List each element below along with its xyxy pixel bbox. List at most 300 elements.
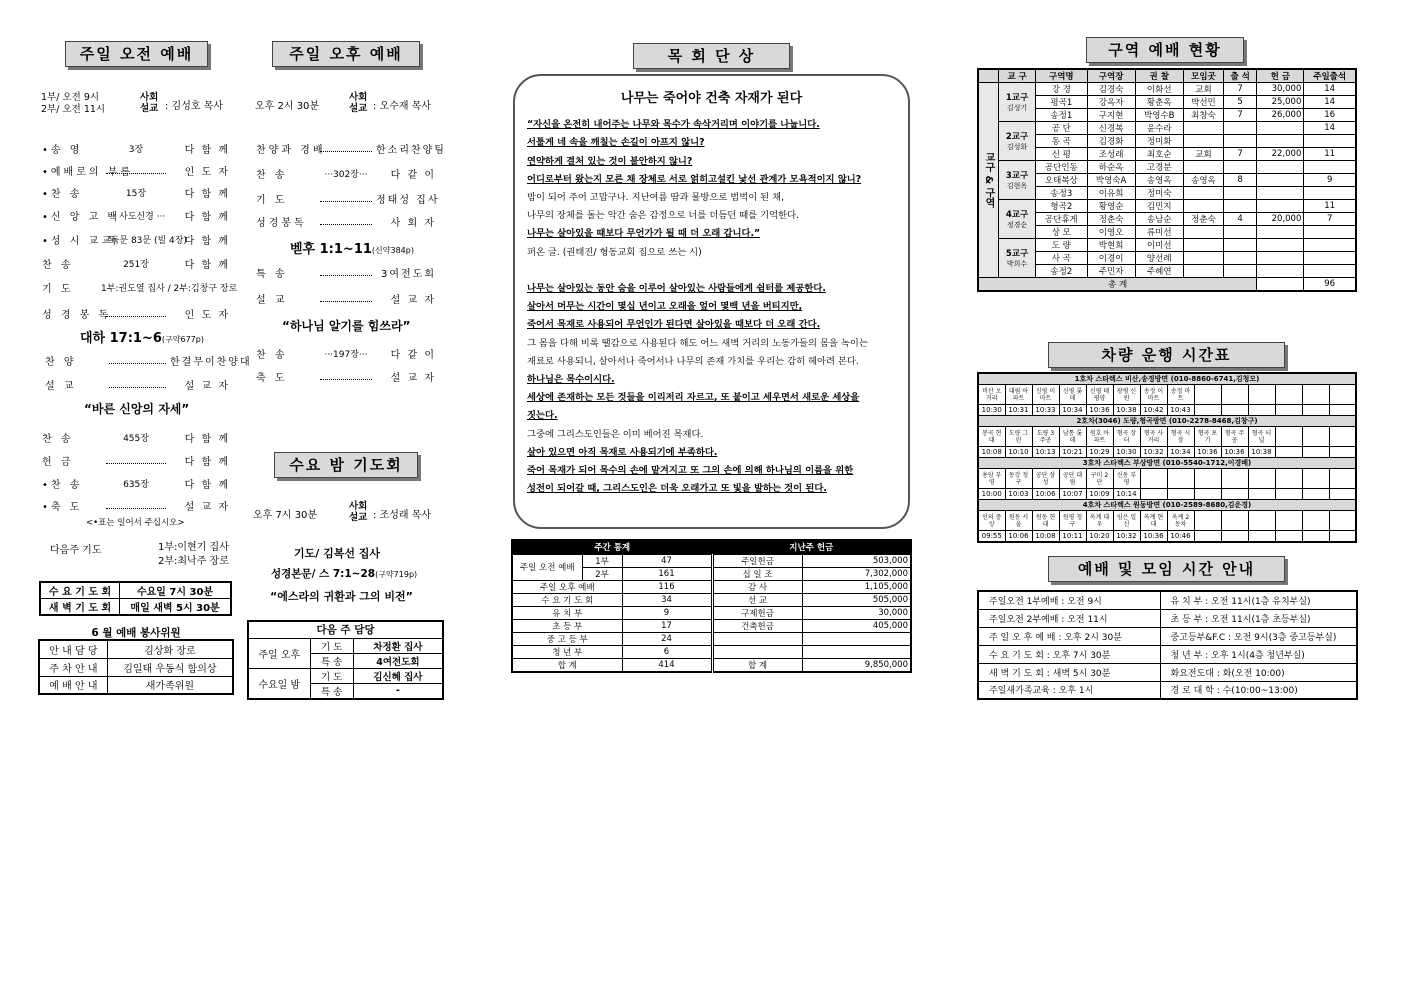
offering-label: 십 일 조 <box>712 567 802 580</box>
service-committee-table <box>38 639 234 695</box>
bus-times-row <box>978 531 1356 542</box>
essay-line: 죽어 목재가 되어 목수의 손에 맡겨지고 또 그의 손에 의해 하나님의 이름을 위한 <box>527 465 854 477</box>
essay-line: 나무는 살아있을 때보다 무언가가 될 때 더 오래 갑니다.” <box>527 228 761 240</box>
table-cell: 오태복상 <box>1036 174 1087 187</box>
table-cell: 송정3 <box>1036 187 1087 200</box>
table-cell: 상 모 <box>1036 226 1087 239</box>
table-cell <box>1304 265 1356 278</box>
table-row <box>978 226 1356 239</box>
order-label: •축 도 <box>42 502 83 513</box>
district-table <box>977 68 1357 292</box>
offering-value: 405,000 <box>802 619 911 632</box>
table-row <box>978 174 1356 187</box>
order-label: 성경봉독 <box>256 218 307 229</box>
bus-stop: 구미 2단 <box>1086 469 1113 489</box>
table-cell: 4 <box>1224 213 1257 226</box>
essay-line: 그 몸을 다해 비록 땔감으로 사용된다 해도 어느 새벽 거리의 노동가들의 몸을 녹이는 <box>527 337 868 349</box>
bus-time <box>1194 531 1221 542</box>
table-row <box>39 640 233 658</box>
table-cell: 교회 <box>1183 83 1223 96</box>
bus-time: 10:30 <box>1113 447 1140 458</box>
order-label: 헌 금 <box>42 457 74 468</box>
table-cell <box>1183 265 1223 278</box>
order-label: 축 도 <box>256 373 288 384</box>
table-cell: 특 송 <box>310 653 353 668</box>
table-cell: 사 곡 <box>1036 252 1087 265</box>
essay-line: 나무의 장체를 돌는 악간 숨은 감정으로 너를 더듬던 때를 기억한다. <box>527 210 800 222</box>
bus-stop: 신평 태평양 <box>1086 385 1113 405</box>
essay-line: 죽어서 목재로 사용되어 무언인가 된다면 살아있을 때보다 더 오래 간다. <box>527 319 821 331</box>
order-leader: 인 도 자 <box>184 167 230 178</box>
bus-stop <box>1248 511 1275 531</box>
table-cell <box>1257 161 1304 174</box>
table-header-cell: 주일출석 <box>1304 69 1356 83</box>
stat-label: 합 계 <box>512 658 622 672</box>
table-cell: 신경복 <box>1087 122 1135 135</box>
order-row <box>42 280 238 295</box>
bus-stop <box>1275 511 1302 531</box>
bus-stop <box>1221 511 1248 531</box>
bus-table <box>977 372 1357 543</box>
bus-stop: 용암 부영 <box>978 469 1005 489</box>
order-leader: 설 교 자 <box>390 295 436 306</box>
table-cell: 평곡1 <box>1036 96 1087 109</box>
table-row <box>978 96 1356 109</box>
info-right: 중고등부&F.C : 오전 9시(3층 중고등부실) <box>1160 627 1357 645</box>
afternoon-service-title: 주일 오후 예배 <box>272 41 420 67</box>
time-2: 2부/ 오전 11시 <box>41 104 106 115</box>
table-cell <box>1183 187 1223 200</box>
table-cell <box>1224 226 1257 239</box>
bus-time <box>1329 531 1356 542</box>
table-cell: 7 <box>1224 83 1257 96</box>
table-cell: 5 <box>1224 96 1257 109</box>
table-cell: 예 배 안 내 <box>39 676 107 694</box>
bus-stop: 대림 아파트 <box>1005 385 1032 405</box>
table-cell <box>1183 239 1223 252</box>
order-row <box>45 353 252 368</box>
table-cell: 황춘옥 <box>1135 96 1183 109</box>
bus-time <box>1329 489 1356 500</box>
order-label: •신 앙 고 백 <box>42 212 121 223</box>
table-row <box>978 109 1356 122</box>
order-detail: ··· 사도신경 ··· <box>107 212 166 222</box>
offering-value: 503,000 <box>802 554 911 567</box>
afternoon-time: 오후 2시 30분 <box>255 101 320 112</box>
table-cell: 김상화 장로 <box>107 640 233 658</box>
table-header-row <box>512 540 911 554</box>
bus-time: 10:43 <box>1167 405 1194 416</box>
essay-line: 살아서 머무는 시간이 몇십 년이고 오래을 엎어 몇백 년을 버티지만, <box>527 301 803 313</box>
bus-time <box>1194 489 1221 500</box>
order-leader: 설 교 자 <box>184 502 230 513</box>
stats-body <box>512 554 911 672</box>
bus-stop <box>1302 427 1329 447</box>
leader-dots <box>109 358 166 364</box>
order-leader: 설 교 자 <box>390 373 436 384</box>
table-cell <box>1183 161 1223 174</box>
table-cell: 이유희 <box>1087 187 1135 200</box>
wednesday-host: : 조성래 목사 <box>373 510 432 521</box>
essay-line: 나무는 살아있는 동안 숨을 이루어 살아있는 사람들에게 쉼터를 제공한다. <box>527 283 826 295</box>
table-cell: 박영숙A <box>1087 174 1135 187</box>
table-row <box>978 265 1356 278</box>
table-row <box>978 681 1357 699</box>
table-row <box>39 676 233 694</box>
afternoon-scripture <box>290 238 414 257</box>
bus-stop: 인의 중앙 <box>978 511 1005 531</box>
total-value: 96 <box>1304 278 1356 292</box>
table-header-cell: 구역명 <box>1036 69 1087 83</box>
group-name: 2교구 <box>1005 132 1029 142</box>
morning-scripture <box>80 327 204 346</box>
table-cell: 20,000 <box>1257 213 1304 226</box>
info-title: 예배 및 모임 시간 안내 <box>1048 556 1285 582</box>
table-header-cell: 헌 금 <box>1257 69 1304 83</box>
bus-time: 10:14 <box>1113 489 1140 500</box>
bus-stop: 원평 청구 <box>1059 511 1086 531</box>
bus-stop <box>1140 469 1167 489</box>
order-row <box>42 498 230 513</box>
bus-stop <box>1248 469 1275 489</box>
bus-time: 10:10 <box>1005 447 1032 458</box>
offering-value: 1,105,000 <box>802 580 911 593</box>
table-cell <box>1257 200 1304 213</box>
bus-time <box>1302 405 1329 416</box>
table-cell <box>1304 239 1356 252</box>
stat-value: 34 <box>622 593 712 606</box>
table-cell: 새가족위원 <box>107 676 233 694</box>
table-row <box>512 593 911 606</box>
table-cell: 주혜연 <box>1135 265 1183 278</box>
stats-header: 주간 통계 <box>512 540 712 554</box>
info-right: 청 년 부 : 오후 1시(4층 청년부실) <box>1160 645 1357 663</box>
bus-time: 10:34 <box>1167 447 1194 458</box>
bus-route-title: 2호차(3046) 도량,형곡방면 (010-2278-8468,김창구) <box>978 416 1356 427</box>
order-leader: 다 함 께 <box>184 457 230 468</box>
leader-dots <box>106 458 166 464</box>
table-cell <box>1183 122 1223 135</box>
bus-stop: 도량 3주공 <box>1032 427 1059 447</box>
bus-stops-row <box>978 385 1356 405</box>
table-cell: 16 <box>1304 109 1356 122</box>
bus-stop: 형곡 장터 <box>1113 427 1140 447</box>
stat-label: 초 등 부 <box>512 619 622 632</box>
bus-time: 10:06 <box>1005 531 1032 542</box>
table-cell: 14 <box>1304 96 1356 109</box>
order-leader: 다 함 께 <box>184 212 230 223</box>
bus-stop <box>1275 427 1302 447</box>
order-label: •성 시 교 독 <box>42 236 121 247</box>
table-cell: 송정1 <box>1036 109 1087 122</box>
table-cell: 조성래 <box>1087 148 1135 161</box>
table-row <box>248 638 443 653</box>
order-row <box>256 191 440 206</box>
essay-line: 연약하게 결처 있는 것이 불안하지 않니? <box>527 155 693 167</box>
order-leader: 사 회 자 <box>390 218 436 229</box>
order-leader: 한소리찬양팀 <box>376 145 446 156</box>
bus-times-row <box>978 447 1356 458</box>
table-row <box>512 606 911 619</box>
table-cell <box>1304 252 1356 265</box>
bus-time: 10:32 <box>1113 531 1140 542</box>
table-cell: 수요일 밤 <box>248 668 310 699</box>
table-cell: 11 <box>1304 148 1356 161</box>
order-leader: 다 함 께 <box>184 236 230 247</box>
order-leader: 다 함 께 <box>184 260 231 271</box>
stat-value: 24 <box>622 632 712 645</box>
table-cell: 이미선 <box>1135 239 1183 252</box>
table-row <box>512 658 911 672</box>
leader-dots <box>109 382 166 388</box>
order-row <box>42 306 230 321</box>
table-cell: 주민자 <box>1087 265 1135 278</box>
bus-time: 10:36 <box>1086 405 1113 416</box>
table-cell: 공단휴게 <box>1036 213 1087 226</box>
bus-stop: 공단 대림 <box>1059 469 1086 489</box>
order-row <box>42 208 230 223</box>
bus-stop: 형곡 터널 <box>1248 427 1275 447</box>
bus-stop: 비산 오거리 <box>978 385 1005 405</box>
group-name: 4교구 <box>1005 210 1029 220</box>
order-label: •예배로의 부름 <box>42 167 134 178</box>
host-label: 사회 <box>349 92 368 103</box>
order-row <box>45 377 230 392</box>
group-name: 5교구 <box>1005 249 1029 259</box>
table-cell <box>1304 187 1356 200</box>
table-cell <box>1257 265 1304 278</box>
order-row <box>256 369 436 384</box>
essay-line: 살아 있으면 아직 목재로 사용되기에 부족하다. <box>527 446 718 458</box>
bus-time <box>1248 531 1275 542</box>
stat-value: 116 <box>622 580 712 593</box>
bus-route-title: 3호차 스타렉스 부상방면 (010-5540-1712,이경배) <box>978 458 1356 469</box>
table-cell <box>1257 135 1304 148</box>
stat-label: 수 요 기 도 회 <box>512 593 622 606</box>
stat-sub: 1부 <box>582 554 622 567</box>
group-name: 3교구 <box>1005 171 1029 181</box>
preacher-label: 설교 <box>349 103 368 114</box>
order-row <box>256 214 436 229</box>
table-cell: 김경화 <box>1087 135 1135 148</box>
essay-line: 퍼온 글. (권태진/ 형동교회 집으로 쓰는 시) <box>527 246 702 258</box>
essay-line <box>527 262 896 280</box>
bus-stop: 동강 청구 <box>1005 469 1032 489</box>
stat-label: 주일 오전 예배 <box>512 554 582 580</box>
stat-label: 청 년 부 <box>512 645 622 658</box>
stand-note: <•표는 일어서 주십시오> <box>86 518 185 528</box>
bus-time: 10:36 <box>1221 447 1248 458</box>
table-cell: 차정환 집사 <box>353 638 443 653</box>
district-group <box>999 161 1036 200</box>
bus-stop <box>1329 469 1356 489</box>
table-cell: 송영옥 <box>1135 174 1183 187</box>
bus-time: 10:30 <box>978 405 1005 416</box>
table-header-cell: 출 석 <box>1224 69 1257 83</box>
table-cell: 매일 새벽 5시 30분 <box>120 599 231 616</box>
bus-time <box>1140 489 1167 500</box>
bus-time: 10:38 <box>1113 405 1140 416</box>
info-right: 유 치 부 : 오전 11시(1층 유치부실) <box>1160 591 1357 609</box>
bus-time: 10:31 <box>1005 405 1032 416</box>
scripture-ref: 벧후 1:1~11 <box>290 242 372 257</box>
bus-time <box>1248 405 1275 416</box>
district-body <box>978 83 1356 292</box>
afternoon-host: : 오수재 목사 <box>373 101 432 112</box>
group-leader: 정경순 <box>1006 221 1028 229</box>
offering-value <box>802 645 911 658</box>
bus-stop <box>1302 511 1329 531</box>
prayer-meeting-table <box>39 581 232 616</box>
table-cell <box>1257 278 1304 292</box>
bus-stop <box>1302 385 1329 405</box>
essay-title: 나무는 죽어야 건축 자재가 된다 <box>620 91 803 106</box>
district-group <box>999 200 1036 239</box>
table-cell: 고경분 <box>1135 161 1183 174</box>
offering-value: 7,302,000 <box>802 567 911 580</box>
table-cell <box>1183 252 1223 265</box>
order-row <box>256 291 436 306</box>
info-right: 초 등 부 : 오전 11시(1층 초등부실) <box>1160 609 1357 627</box>
table-cell: 하순옥 <box>1087 161 1135 174</box>
stat-value: 47 <box>622 554 712 567</box>
bus-time <box>1302 489 1329 500</box>
bus-stop: 형곡 사거리 <box>1140 427 1167 447</box>
essay-line: 성전이 되어갈 때, 그리스도인은 더욱 오래가고 또 빛을 발하는 것이 된다. <box>527 483 827 495</box>
order-leader: 3여전도회 <box>380 269 436 280</box>
table-row <box>978 213 1356 226</box>
preacher-label: 설교 <box>349 512 368 523</box>
table-cell: 4여전도회 <box>353 653 443 668</box>
table-cell: 교회 <box>1183 148 1223 161</box>
table-cell <box>1224 265 1257 278</box>
table-cell: 이화선 <box>1135 83 1183 96</box>
afternoon-sermon-title: “하나님 알기를 힘쓰라” <box>282 319 411 333</box>
order-detail: 1부:권도열 집사 / 2부:김창구 장로 <box>101 284 238 294</box>
group-leader: 김현옥 <box>1006 182 1028 190</box>
bus-route-title: 1호차 스타렉스 비산,송정방면 (010-8860-6741,김청모) <box>978 373 1356 385</box>
leader-dots <box>320 270 372 276</box>
morning-host: : 김성호 목사 <box>165 101 224 112</box>
bus-stops-row <box>978 469 1356 489</box>
bus-stop <box>1221 469 1248 489</box>
leader-dots <box>320 196 372 202</box>
offering-value: 30,000 <box>802 606 911 619</box>
table-cell <box>1257 252 1304 265</box>
table-header-cell: 구역장 <box>1087 69 1135 83</box>
offering-label: 합 계 <box>712 658 802 672</box>
table-cell: 새 벽 기 도 회 <box>40 599 120 616</box>
offering-label: 건축헌금 <box>712 619 802 632</box>
bus-stop: 광평 신원 <box>1113 385 1140 405</box>
scripture-page: (구약719p) <box>375 570 418 579</box>
table-row <box>978 645 1357 663</box>
table-cell: 도 량 <box>1036 239 1087 252</box>
bus-time: 10:09 <box>1086 489 1113 500</box>
bus-stop: 신평 롯데 <box>1059 385 1086 405</box>
wednesday-scripture <box>271 566 417 581</box>
preacher-label: 설교 <box>140 103 159 114</box>
afternoon-host-labels <box>349 92 367 114</box>
district-group <box>999 83 1036 122</box>
essay-line: 밤이 되어 주어 고맙구나. 지난여름 땀과 물방으로 범벅이 된 채, <box>527 192 785 204</box>
time-1: 1부/ 오전 9시 <box>41 92 100 103</box>
order-label: 설 교 <box>45 381 77 392</box>
table-cell: 안 내 담 당 <box>39 640 107 658</box>
table-cell: 강 경 <box>1036 83 1087 96</box>
bus-time: 10:33 <box>1032 405 1059 416</box>
bus-stop: 형곡 포기 <box>1194 427 1221 447</box>
bus-schedule <box>977 372 1357 543</box>
bus-stop <box>1329 427 1356 447</box>
bus-time <box>1275 489 1302 500</box>
bus-stop <box>1302 469 1329 489</box>
bus-route-title: 4호차 스타렉스 원동방면 (010-2589-8680,김운경) <box>978 500 1356 511</box>
order-row <box>256 141 446 156</box>
essay-line: 세상에 존재하는 모든 것들을 이리저리 자르고, 또 붙이고 세우면서 새로운 세상을 <box>527 392 860 404</box>
bus-time <box>1302 447 1329 458</box>
bus-stop <box>1275 385 1302 405</box>
leader-dots <box>106 168 166 174</box>
stats-table <box>511 539 912 673</box>
district-group <box>999 239 1036 278</box>
table-cell: 신 평 <box>1036 148 1087 161</box>
table-cell: 7 <box>1224 148 1257 161</box>
table-row <box>512 645 911 658</box>
table-cell: 송정2 <box>1036 265 1087 278</box>
table-cell: 송남순 <box>1135 213 1183 226</box>
bus-stop <box>1194 385 1221 405</box>
table-cell: 수 요 기 도 회 <box>40 582 120 599</box>
essay-line: 그중에 그리스도인들은 이미 베어진 목재다. <box>527 428 704 440</box>
table-title: 다음 주 담당 <box>248 621 443 638</box>
stat-label: 주일 오후 예배 <box>512 580 622 593</box>
wednesday-time: 오후 7시 30분 <box>253 510 318 521</box>
bus-times-row <box>978 405 1356 416</box>
table-cell: 7 <box>1304 213 1356 226</box>
table-cell: 8 <box>1224 174 1257 187</box>
bus-time <box>1248 489 1275 500</box>
bus-time: 10:36 <box>1140 531 1167 542</box>
bus-route-row <box>978 416 1356 427</box>
bus-time: 10:00 <box>978 489 1005 500</box>
table-cell: 류미선 <box>1135 226 1183 239</box>
table-cell: 동 곡 <box>1036 135 1087 148</box>
order-leader: 다 같 이 <box>390 170 436 181</box>
order-leader: 한결무이찬양대 <box>170 357 252 368</box>
table-header-cell: 교 구 <box>999 69 1036 83</box>
order-leader: 설 교 자 <box>184 381 230 392</box>
table-cell <box>1224 252 1257 265</box>
table-cell <box>1224 161 1257 174</box>
bus-time: 10:42 <box>1140 405 1167 416</box>
table-cell <box>1257 226 1304 239</box>
order-label: 찬양과 경배 <box>256 145 326 156</box>
leader-dots <box>106 503 166 509</box>
info-right: 화요전도대 : 화(오전 10:00) <box>1160 663 1357 681</box>
order-label: •송 영 <box>42 145 83 156</box>
table-row <box>978 663 1357 681</box>
offering-value: 9,850,000 <box>802 658 911 672</box>
order-row <box>42 476 230 491</box>
table-cell: 정춘숙 <box>1087 213 1135 226</box>
table-cell <box>1257 122 1304 135</box>
info-left: 주일새가족교육 : 오후 1시 <box>978 681 1160 699</box>
table-cell: 윤수라 <box>1135 122 1183 135</box>
bus-stop <box>1329 511 1356 531</box>
table-row <box>512 619 911 632</box>
table-cell: 박선민 <box>1183 96 1223 109</box>
